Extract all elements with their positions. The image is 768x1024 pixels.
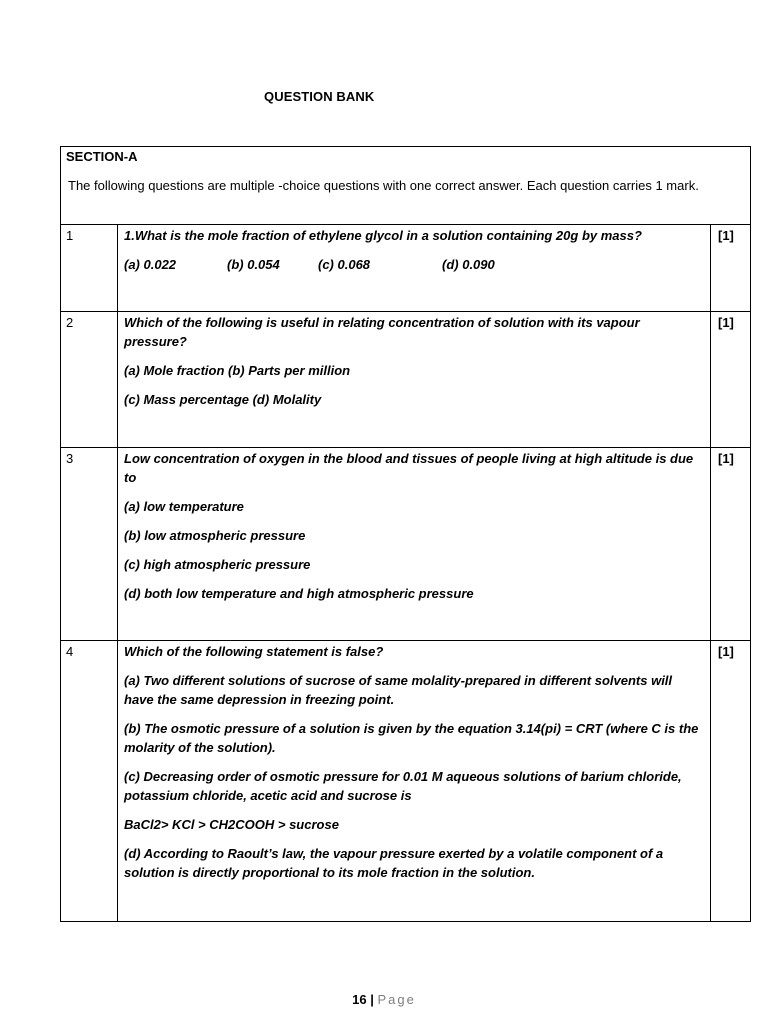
option-c: (c) high atmospheric pressure [124,557,311,572]
option-c: (c) 0.068 [318,257,371,272]
formula-line: BaCl2> KCl > CH2COOH > sucrose [124,817,339,832]
page-number: 16 [352,992,367,1007]
question-number: 3 [61,448,118,640]
page-title: QUESTION BANK [264,89,375,104]
section-header [61,147,750,225]
question-number: 1 [61,225,118,311]
question-body [118,448,711,640]
option-b: (b) The osmotic pressure of a solution is given by the equation 3.14(pi) = CRT (where C is the molarity of the solution). [124,721,699,755]
page-footer [0,992,768,1007]
question-row-1 [61,225,750,312]
option-b: (b) 0.054 [227,257,280,272]
question-text: Low concentration of oxygen in the blood and tissues of people living at high altitude is due to [124,451,694,485]
option-a: (a) 0.022 [124,257,177,272]
question-body [118,312,711,447]
question-text: Which of the following is useful in relating concentration of solution with its vapour pressure? [124,315,640,349]
option-d: (d) both low temperature and high atmospheric pressure [124,586,474,601]
option-line-1: (a) Mole fraction (b) Parts per million [124,363,351,378]
page-word: Page [377,992,416,1007]
option-b: (b) low atmospheric pressure [124,528,306,543]
marks: [1] [718,228,734,243]
marks: [1] [718,644,734,659]
section-label: SECTION-A [66,149,138,164]
section-description: The following questions are multiple -choice questions with one correct answer. Each question carries 1 mark. [68,178,699,193]
option-c: (c) Decreasing order of osmotic pressure for 0.01 M aqueous solutions of barium chloride, potassium chloride, acetic acid and sucrose is [124,769,682,803]
option-a: (a) Two different solutions of sucrose of same molality-prepared in different solvents will have the same depression in freezing point. [124,673,673,707]
question-row-4 [61,641,750,921]
options-line [124,255,704,274]
question-row-2 [61,312,750,448]
footer-separator: | [370,992,374,1007]
option-d: (d) According to Raoult’s law, the vapour pressure exerted by a volatile component of a solution is directly proportional to its mole fraction in the solution. [124,846,664,880]
marks: [1] [718,315,734,330]
question-text: Which of the following statement is false? [124,644,384,659]
marks: [1] [718,451,734,466]
option-a: (a) low temperature [124,499,244,514]
question-body [118,641,711,921]
question-body [118,225,711,311]
question-table [60,146,751,922]
question-row-3 [61,448,750,641]
question-text: 1.What is the mole fraction of ethylene glycol in a solution containing 20g by mass? [124,228,642,243]
question-number: 4 [61,641,118,921]
option-d: (d) 0.090 [442,257,495,272]
question-number: 2 [61,312,118,447]
option-line-2: (c) Mass percentage (d) Molality [124,392,322,407]
